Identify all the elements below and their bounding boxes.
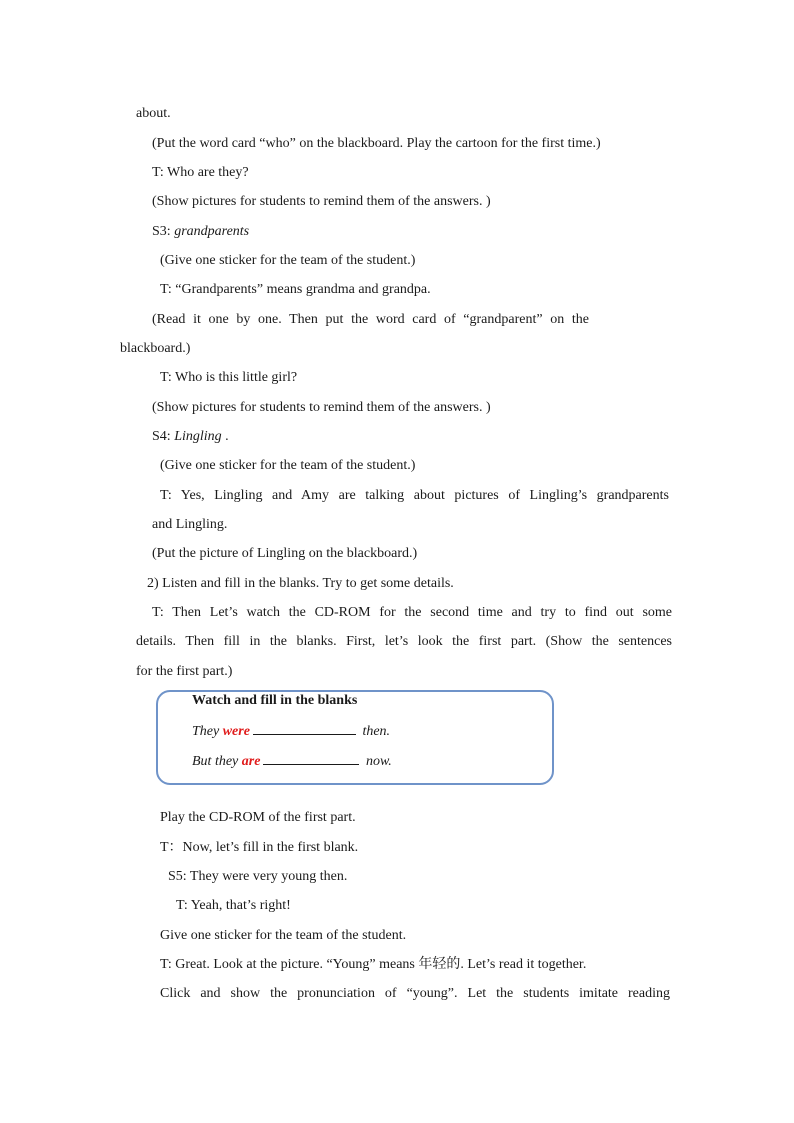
text-line: T: “Grandparents” means grandma and grandpa. [160,282,431,297]
student-answer: grandparents [174,224,250,239]
text-line: for the first part.) [136,664,233,679]
text-line: (Give one sticker for the team of the student.) [160,458,416,473]
answer-blank [263,752,359,765]
text-line: (Put the picture of Lingling on the blackboard.) [152,546,418,561]
exercise-sentence [192,752,392,770]
text-line: Play the CD-ROM of the first part. [160,810,356,825]
sentence-text: now. [362,754,392,769]
text-line: T: Yes, Lingling and Amy are talking about pictures of Lingling’s grandparents [160,488,669,503]
highlighted-word: are [241,754,261,769]
text-line [152,223,249,241]
text-line: T: Who is this little girl? [160,370,298,385]
text-line: (Give one sticker for the team of the student.) [160,253,416,268]
sentence-text: They [192,724,223,739]
highlighted-word: were [222,724,250,739]
sentence-text: then. [358,724,391,739]
text-line: (Put the word card “who” on the blackboard. Play the cartoon for the first time.) [152,136,601,151]
sentence-text: But they [192,754,242,769]
text-line: Click and show the pronunciation of “young”. Let the students imitate reading [160,986,670,1001]
text-line: Give one sticker for the team of the student. [160,928,407,943]
text-line: and Lingling. [152,517,228,532]
text-line: blackboard.) [120,341,191,356]
text-line: (Show pictures for students to remind them of the answers. ) [152,194,491,209]
exercise-box [156,690,554,785]
punctuation: . [221,429,229,444]
text-line: T: Yeah, that’s right! [176,898,291,913]
text-line: T：Now, let’s fill in the first blank. [160,840,359,855]
text-line: (Show pictures for students to remind them of the answers. ) [152,400,491,415]
text-line: T: Great. Look at the picture. “Young” means 年轻的. Let’s read it together. [160,957,587,972]
text-line: T: Then Let’s watch the CD-ROM for the second time and try to find out some [152,605,672,620]
text-line [152,428,229,446]
text-line: (Read it one by one. Then put the word card of “grandparent” on the [152,312,589,327]
text-line: T: Who are they? [152,165,249,180]
text-line: 2) Listen and fill in the blanks. Try to get some details. [147,576,454,591]
answer-blank [253,722,356,735]
speaker-label: S3: [152,224,175,239]
student-answer: Lingling [174,429,222,444]
text-line: S5: They were very young then. [168,869,348,884]
text-line: about. [136,106,171,121]
text-line: details. Then fill in the blanks. First, let’s look the first part. (Show the sentences [136,634,672,649]
exercise-sentence [192,722,390,740]
speaker-label: S4: [152,429,175,444]
exercise-title: Watch and fill in the blanks [192,693,358,708]
